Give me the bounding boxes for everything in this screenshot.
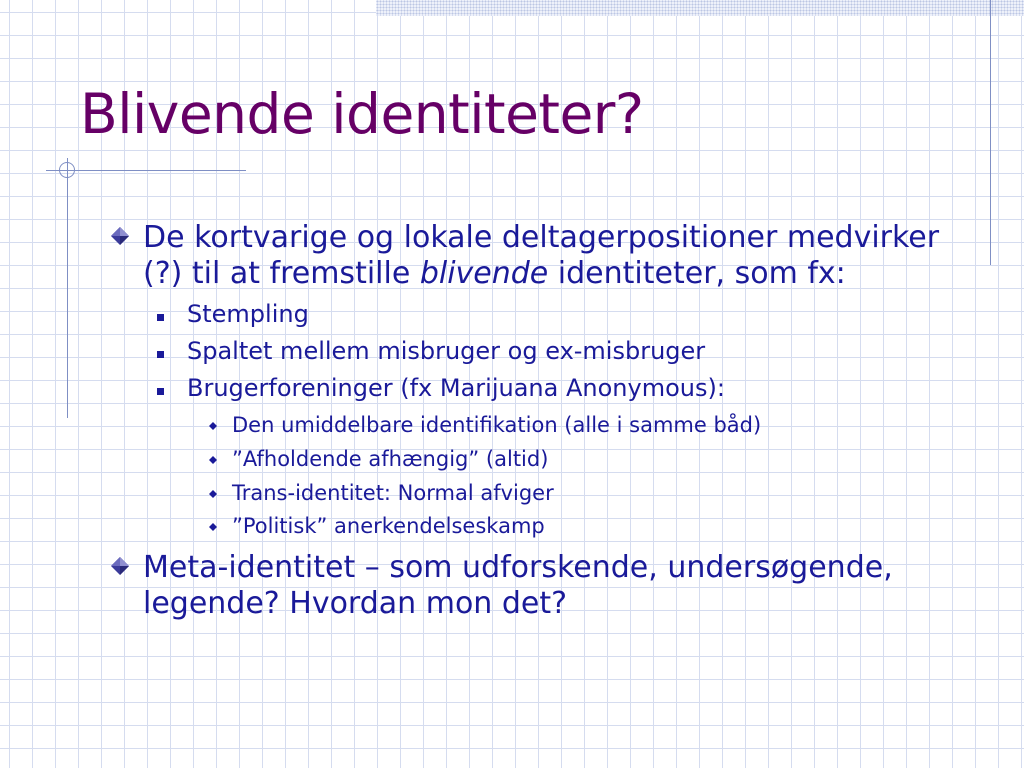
bullet-1-text-b: identiteter, som fx: — [548, 256, 846, 291]
small-diamond-icon — [209, 422, 217, 430]
diamond-3d-icon — [110, 556, 130, 576]
bullet-1-text-a: De kortvarige og lokale deltagerpositioner medvirker (?) til at fremstille — [143, 220, 940, 291]
sub-sub-bullet-item: Trans-identitet: Normal afviger — [232, 481, 554, 505]
bullet-item-2: Meta-identitet – som udforskende, undersøgende, legende? Hvordan mon det? — [143, 550, 893, 621]
small-diamond-icon — [209, 490, 217, 498]
sub-sub-bullet-item: ”Politisk” anerkendelseskamp — [232, 514, 545, 538]
sub-bullet-item: Brugerforeninger (fx Marijuana Anonymous): — [187, 374, 725, 402]
decorative-circle-icon — [58, 161, 76, 179]
sub-sub-bullet-item: ”Afholdende afhængig” (altid) — [232, 447, 549, 471]
sub-sub-bullet-item: Den umiddelbare identifikation (alle i samme båd) — [232, 413, 762, 437]
small-diamond-icon — [209, 456, 217, 464]
square-icon — [157, 388, 164, 395]
sub-bullet-item: Spaltet mellem misbruger og ex-misbruger — [187, 337, 706, 365]
diamond-3d-icon — [110, 226, 130, 246]
decorative-right-line — [990, 0, 991, 265]
bullet-item-1 — [143, 220, 963, 292]
square-icon — [157, 351, 164, 358]
decorative-title-line — [46, 170, 246, 171]
decorative-left-line — [67, 158, 68, 418]
sub-bullet-item: Stempling — [187, 300, 309, 328]
slide-title: Blivende identiteter? — [80, 82, 644, 146]
decorative-top-band — [376, 0, 1024, 16]
small-diamond-icon — [209, 523, 217, 531]
bullet-1-italic: blivende — [419, 256, 549, 291]
square-icon — [157, 314, 164, 321]
